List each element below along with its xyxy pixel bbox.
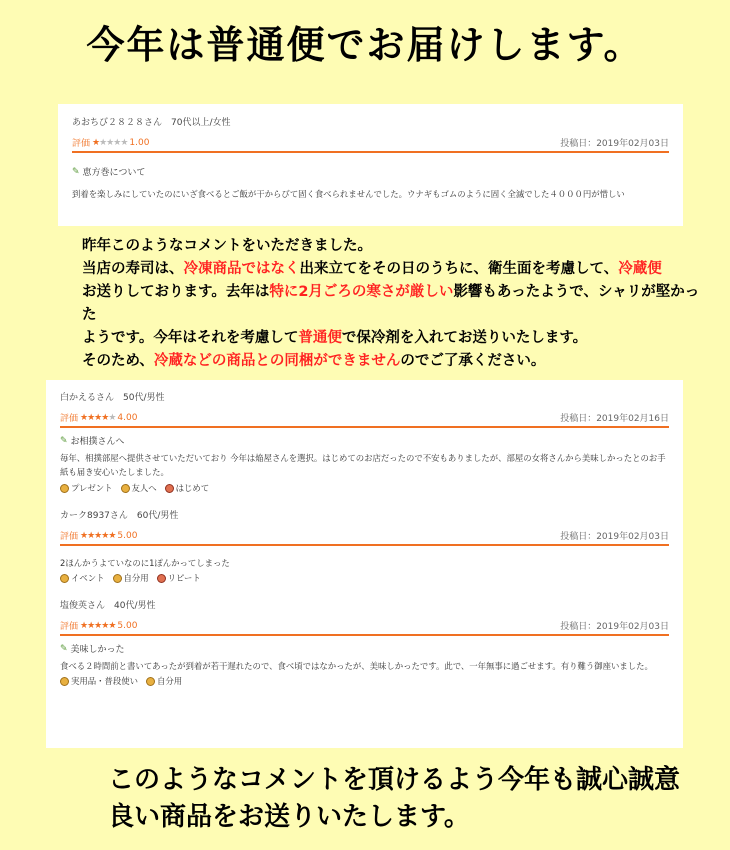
review-user: カーク8937さん 60代/男性 (60, 511, 179, 521)
tag-list (60, 482, 669, 494)
review-4 (46, 598, 683, 687)
tag (121, 482, 157, 494)
highlight: 冷蔵などの商品との同梱ができません (153, 353, 401, 369)
post-date: 投稿日：2019年02月03日 (560, 139, 669, 149)
review-title-text: 美味しかった (70, 645, 125, 655)
review-title-text: 恵方巻について (82, 168, 146, 178)
review-card-1 (58, 104, 683, 226)
rating-label: 評価 (72, 139, 91, 149)
highlight: 冷蔵便 (618, 261, 662, 277)
pencil-icon: ✎ (72, 166, 80, 177)
closing-line-2: 良い商品をお送りいたします。 (108, 802, 470, 832)
review-1 (58, 104, 683, 201)
text: 当店の寿司は、 (82, 261, 184, 277)
smiley-icon (60, 677, 69, 686)
review-3 (46, 508, 683, 584)
tag (113, 572, 149, 584)
rating-value: 5.00 (117, 620, 138, 631)
star-filled-icon: ★ (80, 620, 88, 631)
headline: 今年は普通便でお届けします。 (86, 23, 644, 67)
rating-label: 評価 (60, 532, 79, 542)
rating (60, 529, 137, 542)
star-filled-icon: ★ (94, 620, 102, 631)
tag-label: 自分用 (157, 676, 183, 686)
star-filled-icon: ★ (101, 620, 109, 631)
closing-line-1: このようなコメントを頂けるよう今年も誠心誠意 (108, 765, 681, 795)
tag-list (60, 572, 669, 584)
review-title-text: お相撲さんへ (70, 437, 125, 447)
rating-row (72, 136, 669, 153)
text: 出来立てをその日のうちに、衛生面を考慮して、 (299, 261, 619, 277)
smiley-icon (165, 484, 174, 493)
tag-label: イベント (71, 573, 105, 583)
star-rating (80, 531, 115, 541)
review-title[interactable] (72, 165, 669, 178)
star-rating (92, 138, 127, 148)
review-2 (46, 380, 683, 494)
star-filled-icon: ★ (108, 530, 116, 541)
pencil-icon: ✎ (60, 643, 68, 654)
text: のでご了承ください。 (400, 353, 546, 369)
tag-label: はじめて (175, 483, 210, 493)
review-user: 白かえるさん 50代/男性 (60, 393, 165, 403)
highlight: 普通便 (298, 330, 342, 346)
star-empty-icon: ★ (106, 137, 114, 148)
notice-text (82, 235, 702, 373)
tag (165, 482, 210, 494)
tag-list (60, 675, 669, 687)
star-empty-icon: ★ (108, 412, 116, 423)
tag (60, 482, 113, 494)
star-filled-icon: ★ (108, 620, 116, 631)
review-user: 塩俊英さん 40代/男性 (60, 601, 156, 611)
review-card-2 (46, 380, 683, 748)
highlight: 冷凍商品ではなく (183, 261, 300, 277)
notice-line-2 (82, 258, 702, 281)
post-date: 投稿日：2019年02月03日 (560, 622, 669, 632)
star-filled-icon: ★ (87, 530, 95, 541)
smiley-icon (157, 574, 166, 583)
star-empty-icon: ★ (120, 137, 128, 148)
star-filled-icon: ★ (92, 137, 100, 148)
star-empty-icon: ★ (99, 137, 107, 148)
star-filled-icon: ★ (80, 530, 88, 541)
star-filled-icon: ★ (80, 412, 88, 423)
review-body: 到着を楽しみにしていたのにいざ食べるとご飯が干からびて固く食べられませんでした。ウナギもゴムのように固く全滅でした４０００円が惜しい (72, 189, 625, 199)
smiley-icon (60, 574, 69, 583)
rating-value: 5.00 (117, 530, 138, 541)
rating-row (60, 619, 669, 636)
tag-label: 友人へ (131, 483, 157, 493)
closing-message (108, 762, 708, 836)
tag (146, 675, 182, 687)
post-date: 投稿日：2019年02月16日 (560, 414, 669, 424)
smiley-icon (60, 484, 69, 493)
rating-label: 評価 (60, 414, 79, 424)
notice-line-3 (82, 281, 702, 327)
smiley-icon (146, 677, 155, 686)
review-title[interactable] (60, 642, 669, 655)
rating-label: 評価 (60, 622, 79, 632)
text: 影響もあったようで、シャリが堅かった (82, 284, 700, 323)
rating-row (60, 411, 669, 428)
star-filled-icon: ★ (101, 412, 109, 423)
text: お送りしております。去年は (82, 284, 270, 300)
rating (60, 619, 137, 632)
notice-line-4 (82, 327, 702, 350)
review-user: あおちび２８２８さん 70代以上/女性 (72, 118, 231, 128)
rating-value: 1.00 (129, 137, 150, 148)
review-body: 毎年、相撲部屋へ提供させていただいており 今年は焔屋さんを選択。はじめてのお店だったので不安もありましたが、部屋の女将さんから美味しかったとのお手紙も届き安心いたしました。 (60, 453, 666, 477)
text: ようです。今年はそれを考慮して (82, 330, 299, 346)
star-filled-icon: ★ (101, 530, 109, 541)
tag (60, 675, 138, 687)
text: で保冷剤を入れてお送りいたします。 (341, 330, 588, 346)
rating (72, 136, 149, 149)
tag (157, 572, 201, 584)
tag (60, 572, 105, 584)
review-body: 食べる２時間前と書いてあったが到着が若干遅れたので、食べ頃ではなかったが、美味しかったです。此で、一年無事に過ごせます。有り難う御座いました。 (60, 661, 653, 671)
star-filled-icon: ★ (87, 412, 95, 423)
star-empty-icon: ★ (113, 137, 121, 148)
star-filled-icon: ★ (94, 530, 102, 541)
tag-label: 自分用 (123, 573, 149, 583)
notice-line-1: 昨年このようなコメントをいただきました。 (82, 238, 372, 254)
star-filled-icon: ★ (94, 412, 102, 423)
smiley-icon (113, 574, 122, 583)
tag-label: 実用品・普段使い (71, 676, 138, 686)
star-filled-icon: ★ (87, 620, 95, 631)
tag-label: リピート (167, 573, 201, 583)
notice-line-5 (82, 350, 702, 373)
review-body: 2ほんかうよていなのに1ぽんかってしまった (60, 558, 230, 568)
smiley-icon (121, 484, 130, 493)
post-date: 投稿日：2019年02月03日 (560, 532, 669, 542)
rating-value: 4.00 (117, 412, 138, 423)
tag-label: プレゼント (71, 483, 113, 493)
pencil-icon: ✎ (60, 435, 68, 446)
rating-row (60, 529, 669, 546)
star-rating (80, 413, 115, 423)
star-rating (80, 621, 115, 631)
review-title[interactable] (60, 434, 669, 447)
highlight: 特に2月ごろの寒さが厳しい (269, 284, 454, 300)
rating (60, 411, 137, 424)
text: そのため、 (82, 353, 154, 369)
